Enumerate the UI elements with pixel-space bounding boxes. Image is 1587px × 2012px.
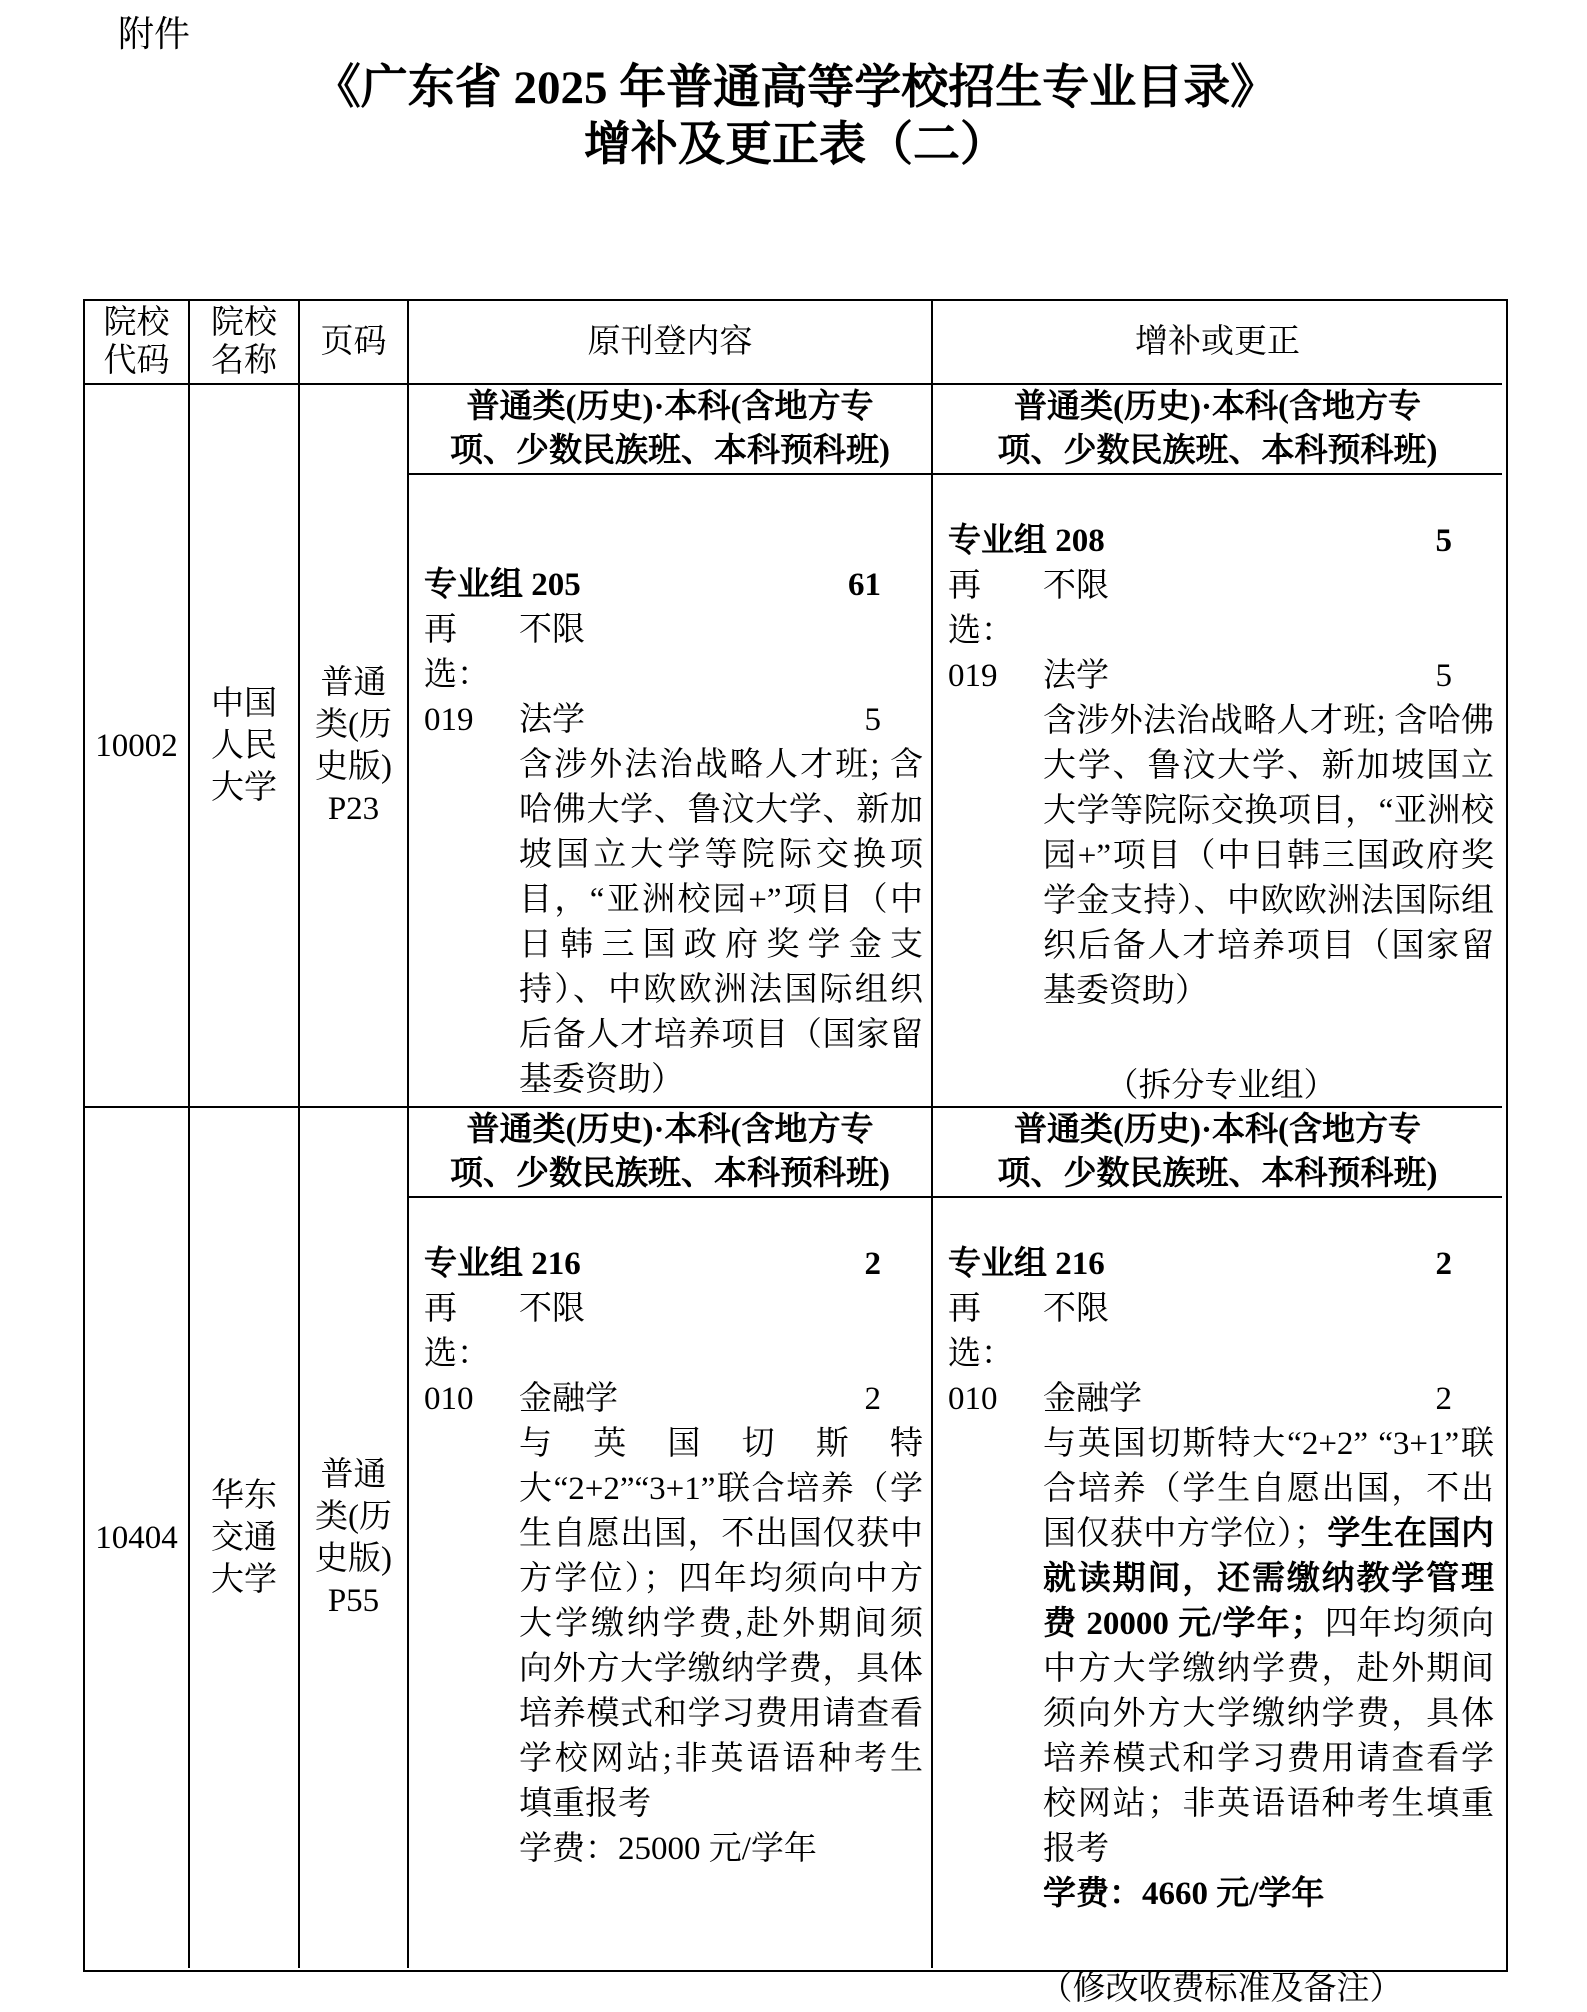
group-label: 专业组 216: [424, 1246, 581, 1282]
row1-college-code: 10002: [85, 385, 190, 1108]
reselect-line: 再选： 不限: [424, 1291, 585, 1372]
header-original-content: 原刊登内容: [409, 301, 933, 385]
row1-revised-category: 普通类(历史)·本科(含地方专 项、少数民族班、本科预科班): [933, 385, 1502, 475]
desc-bold: 学生在国内就读期间，还需缴纳教学管理费 20000 元/学年；: [1043, 1516, 1495, 1642]
major-code: 010: [424, 1381, 474, 1417]
row2-college-name: 华东 交通 大学: [190, 1108, 300, 1968]
major-code: 019: [424, 702, 474, 738]
corrections-table: [83, 299, 1508, 2007]
revision-note: （修改收费标准及备注）: [1039, 1971, 1403, 2007]
desc-regular-1: 与英国切斯特大“2+2” “3+1”联合培养（学生自愿出国，不出国仅获中方学位）；: [1043, 1426, 1494, 1552]
desc-regular-2: 四年均须向中方大学缴纳学费，赴外期间须向外方大学缴纳学费，具体培养模式和学习费用请查看学校网站；非英语语种考生填重报考: [1043, 1606, 1495, 1867]
revision-note: （拆分专业组）: [1105, 1068, 1337, 1104]
title-line-2: 增补及更正表（二）: [584, 119, 1007, 171]
group-line: [424, 1242, 923, 1287]
group-count: 5: [1435, 523, 1452, 559]
group-line: [948, 519, 1494, 564]
header-page-number: 页码: [300, 301, 409, 385]
major-count: 5: [864, 702, 881, 738]
tuition-line: 学费：25000 元/学年: [519, 1831, 817, 1867]
row1-revised-body: [933, 475, 1502, 1109]
major-count: 2: [864, 1381, 881, 1417]
major-line: [424, 698, 923, 743]
header-college-name: [190, 301, 300, 385]
row1-original-cell: [409, 385, 933, 1108]
reselect-line: 再选： 不限: [948, 568, 1109, 649]
group-label: 专业组 208: [948, 523, 1105, 559]
header-college-name-line2: 名称: [211, 343, 277, 379]
major-name: 金融学: [519, 1381, 618, 1417]
reselect-line: 再选： 不限: [948, 1291, 1109, 1372]
group-label: 专业组 205: [424, 567, 581, 603]
major-description: 含涉外法治战略人才班; 含哈佛大学、鲁汶大学、新加坡国立大学等院际交换项目，“亚洲校园+”项目（中日韩三国政府奖学金支持）、中欧欧洲法国际组织后备人才培养项目（国家留基委资助）: [1043, 703, 1494, 1009]
major-description: 与英国切斯特大“2+2”“3+1”联合培养（学生自愿出国，不出国仅获中方学位）；四年均须向中方大学缴纳学费,赴外期间须向外方大学缴纳学费，具体培养模式和学习费用请查看学校网站;非英语语种考生填重报考: [519, 1426, 923, 1822]
group-label: 专业组 216: [948, 1246, 1105, 1282]
row2-revised-category: 普通类(历史)·本科(含地方专 项、少数民族班、本科预科班): [933, 1108, 1502, 1198]
header-college-code-line1: 院校: [103, 305, 170, 341]
tuition-line: 学费：4660 元/学年: [1043, 1876, 1325, 1912]
major-line: [424, 1377, 923, 1422]
row1-original-category: 普通类(历史)·本科(含地方专 项、少数民族班、本科预科班): [409, 385, 931, 475]
row1-original-body: [409, 475, 931, 1106]
row1-page-number: 普通 类(历 史版) P23: [300, 385, 409, 1108]
row2-original-category: 普通类(历史)·本科(含地方专 项、少数民族班、本科预科班): [409, 1108, 931, 1198]
row1-college-name: 中国 人民 大学: [190, 385, 300, 1108]
major-description: 含涉外法治战略人才班; 含哈佛大学、鲁汶大学、新加坡国立大学等院际交换项目，“亚洲校园+”项目（中日韩三国政府奖学金支持）、中欧欧洲法国际组织后备人才培养项目（国家留基委资助）: [519, 747, 923, 1098]
major-code: 010: [948, 1381, 998, 1417]
header-college-code-line2: 代码: [103, 343, 170, 379]
group-line: [424, 563, 923, 608]
major-name: 法学: [1043, 658, 1109, 694]
attachment-label: 附件: [118, 14, 191, 54]
header-college-name-line1: 院校: [211, 305, 277, 341]
major-code: 019: [948, 658, 998, 694]
major-name: 法学: [519, 702, 585, 738]
row2-college-code: 10404: [85, 1108, 190, 1968]
header-revision: 增补或更正: [933, 301, 1502, 385]
group-line: [948, 1242, 1494, 1287]
row2-page-number: 普通 类(历 史版) P55: [300, 1108, 409, 1968]
group-count: 2: [864, 1246, 881, 1282]
reselect-line: 再选： 不限: [424, 612, 585, 693]
group-count: 2: [1435, 1246, 1452, 1282]
row2-revised-cell: [933, 1108, 1502, 2007]
row1-revised-cell: [933, 385, 1502, 1108]
major-count: 2: [1435, 1381, 1452, 1417]
major-line: [948, 654, 1494, 699]
document-title: [83, 60, 1508, 174]
major-line: [948, 1377, 1494, 1422]
major-description: [1043, 1422, 1494, 1872]
row2-original-cell: [409, 1108, 933, 1968]
major-name: 金融学: [1043, 1381, 1142, 1417]
row2-original-body: [409, 1198, 931, 1968]
title-line-1: 《广东省 2025 年普通高等学校招生专业目录》: [313, 62, 1278, 114]
header-college-code: [85, 301, 190, 385]
group-count: 61: [848, 567, 881, 603]
row2-revised-body: [933, 1198, 1502, 2012]
major-count: 5: [1435, 658, 1452, 694]
